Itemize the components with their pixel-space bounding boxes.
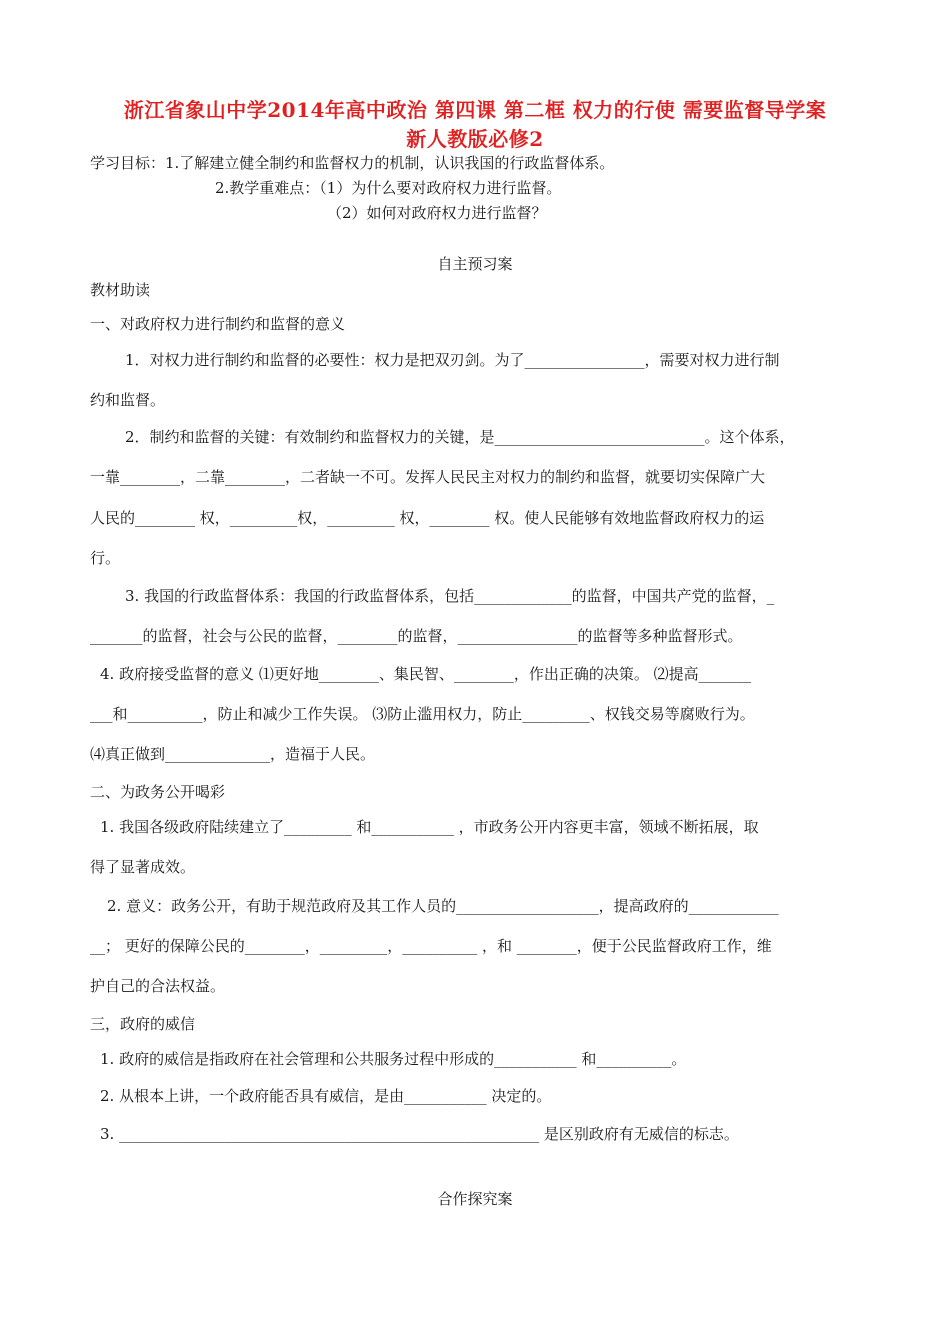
part3-heading: 三，政府的威信	[90, 1015, 196, 1033]
part2-item1-line2: 得了显著成效。	[90, 858, 196, 876]
part1-item2-line4: 行。	[90, 549, 121, 567]
part2-item2-line1: 2. 意义：政务公开，有助于规范政府及其工作人员的___________________，提高政府的____________	[107, 897, 779, 915]
part2-heading: 二、为政务公开喝彩	[90, 783, 226, 801]
part1-item4-line3: ⑷真正做到______________，造福于人民。	[90, 745, 376, 763]
part1-item4-line1: 4. 政府接受监督的意义 ⑴更好地________、集民智、________，作出正确的决策。 ⑵提高_______	[100, 665, 752, 683]
textbook-help-label: 教材助读	[90, 281, 151, 299]
objectives-line1: 学习目标：1.了解建立健全制约和监督权力的机制，认识我国的行政监督体系。	[90, 154, 615, 172]
part2-item2-line2: __； 更好的保障公民的________，_________，__________ ，和 ________，便于公民监督政府工作，维	[90, 937, 772, 955]
objectives-line2: 2.教学重难点：（1）为什么要对政府权力进行监督。	[215, 179, 562, 197]
part1-heading: 一、对政府权力进行制约和监督的意义	[90, 315, 346, 333]
part1-item1-line1: 1．对权力进行制约和监督的必要性：权力是把双刃剑。为了________________，需要对权力进行制	[125, 351, 780, 369]
part1-item3-line1: 3. 我国的行政监督体系：我国的行政监督体系，包括_____________的监督，中国共产党的监督，_	[125, 587, 775, 605]
section-heading-explore: 合作探究案	[437, 1190, 513, 1208]
part3-item3: 3. ________________________________________________________ 是区别政府有无威信的标志。	[100, 1125, 739, 1143]
part2-item1-line1: 1. 我国各级政府陆续建立了_________ 和___________ ，市政务公开内容更丰富，领域不断拓展，取	[100, 818, 759, 836]
part1-item2-line3: 人民的________ 权，_________权，_________ 权，________ 权。使人民能够有效地监督政府权力的运	[90, 509, 765, 527]
part1-item4-line2: ___和__________，防止和减少工作失误。 ⑶防止滥用权力，防止_________、权钱交易等腐败行为。	[90, 705, 755, 723]
part1-item3-line2: _______的监督，社会与公民的监督，________的监督，________________的监督等多种监督形式。	[90, 627, 743, 645]
part3-item1: 1. 政府的威信是指政府在社会管理和公共服务过程中形成的___________ 和__________。	[100, 1050, 687, 1068]
part2-item2-line3: 护自己的合法权益。	[90, 977, 226, 995]
section-heading-preview: 自主预习案	[437, 255, 513, 273]
part3-item2: 2. 从根本上讲，一个政府能否具有威信，是由___________ 决定的。	[100, 1087, 552, 1105]
part1-item2-line2: 一靠________，二靠________，二者缺一不可。发挥人民民主对权力的制约和监督，就要切实保障广大	[90, 468, 766, 486]
part1-item2-line1: 2．制约和监督的关键：有效制约和监督权力的关键，是____________________________。这个体系，	[125, 428, 795, 446]
part1-item1-line2: 约和监督。	[90, 391, 166, 409]
doc-title-line1: 浙江省象山中学2014年高中政治 第四课 第二框 权力的行使 需要监督导学案	[123, 98, 827, 122]
objectives-line3: （2）如何对政府权力进行监督？	[327, 204, 547, 222]
doc-title-line2: 新人教版必修2	[406, 127, 544, 151]
